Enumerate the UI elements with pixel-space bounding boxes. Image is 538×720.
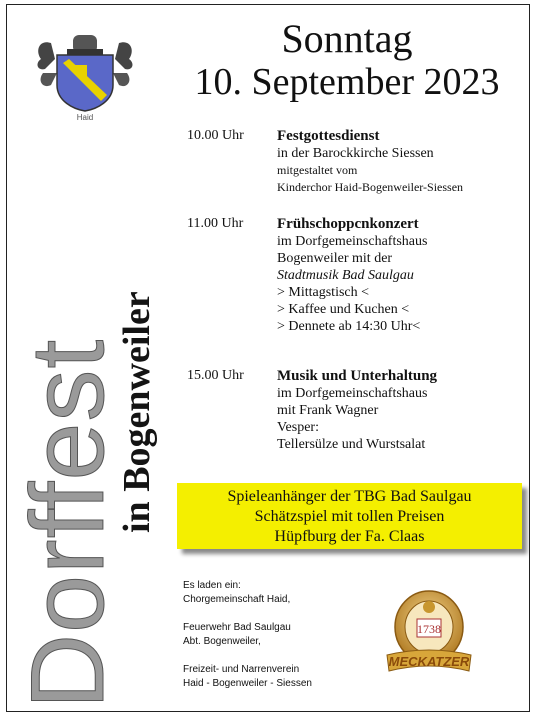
date-header xyxy=(167,17,527,103)
organizer-line: Abt. Bogenweiler, xyxy=(183,636,261,647)
schedule-line: > Dennete ab 14:30 Uhr< xyxy=(277,319,421,334)
schedule-line: > Mittagstisch < xyxy=(277,285,370,300)
organizer-line: Freizeit- und Narrenverein xyxy=(183,664,300,675)
schedule-line: Kinderchor Haid-Bogenweiler-Siessen xyxy=(277,180,464,194)
coat-of-arms-icon xyxy=(33,29,137,141)
event-day: Sonntag xyxy=(281,16,413,61)
schedule-line: im Dorfgemeinschaftshaus xyxy=(277,386,428,401)
organizer-line: Haid - Bogenweiler - Siessen xyxy=(183,678,312,689)
schedule-line: Stadtmusik Bad Saulgau xyxy=(277,268,414,283)
banner-line: Schätzspiel mit tollen Preisen xyxy=(254,508,445,525)
organizer-line: Chorgemeinschaft Haid, xyxy=(183,594,291,605)
title-main: Dorffest xyxy=(10,338,126,709)
schedule-time: 11.00 Uhr xyxy=(187,216,244,231)
schedule-line: mitgestaltet vom xyxy=(277,163,358,177)
highlight-banner xyxy=(177,483,522,549)
schedule-line: in der Barockkirche Siessen xyxy=(277,146,434,161)
schedule-line: im Dorfgemeinschaftshaus xyxy=(277,234,428,249)
organizers-heading: Es laden ein: xyxy=(183,580,241,591)
schedule-title: Frühschoppcnkonzert xyxy=(277,216,419,232)
banner-line: Spieleanhänger der TBG Bad Saulgau xyxy=(227,488,472,505)
organizer-line: Feuerwehr Bad Saulgau xyxy=(183,622,291,633)
meckatzer-brewery-logo-icon xyxy=(381,589,477,681)
event-date: 10. September 2023 xyxy=(194,61,500,103)
schedule-line: mit Frank Wagner xyxy=(277,403,379,418)
vertical-title xyxy=(10,291,158,709)
schedule-time: 10.00 Uhr xyxy=(187,128,244,143)
banner-line: Hüpfburg der Fa. Claas xyxy=(274,528,425,545)
crest-label: Haid xyxy=(76,113,94,122)
logo-year: 1738 xyxy=(417,622,441,636)
schedule-line: Tellersülze und Wurstsalat xyxy=(277,437,426,452)
schedule-line: > Kaffee und Kuchen < xyxy=(277,302,410,317)
schedule-line: Vesper: xyxy=(277,420,319,435)
schedule-title: Musik und Unterhaltung xyxy=(277,368,438,384)
title-sub: in Bogenweiler xyxy=(116,291,158,533)
schedule-time: 15.00 Uhr xyxy=(187,368,244,383)
schedule-title: Festgottesdienst xyxy=(277,128,380,144)
logo-brand: MECKATZER xyxy=(388,654,470,669)
flyer xyxy=(6,4,530,712)
schedule-line: Bogenweiler mit der xyxy=(277,251,393,266)
organizers xyxy=(183,579,383,691)
